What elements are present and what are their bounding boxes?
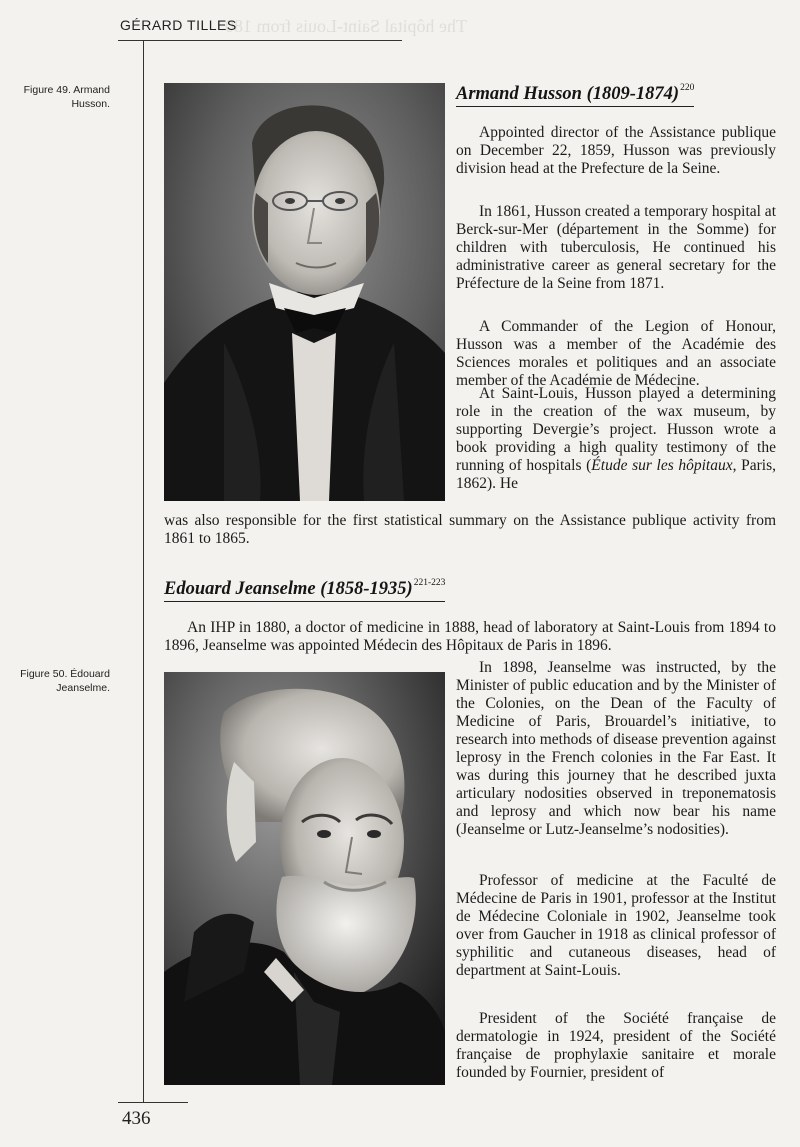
husson-paragraph-4-continued: was also responsible for the first statistical summary on the Assistance publique activity from 1861 to 1865. (164, 512, 776, 547)
jeanselme-heading-rule (164, 601, 445, 602)
husson-paragraph-4 (456, 385, 776, 493)
husson-heading-rule (456, 106, 694, 107)
page-number: 436 (122, 1108, 151, 1129)
husson-book-title: Étude sur les hôpitaux (591, 457, 733, 474)
figure-50-photo (164, 672, 445, 1085)
husson-paragraph-2: In 1861, Husson created a temporary hospital at Berck-sur-Mer (département in the Somme) for children with tuberculosis, He continued his administrative career as general secretary for the Préfecture de la Seine from 1871. (456, 203, 776, 292)
jeanselme-portrait-image (164, 672, 445, 1085)
header-rule (118, 40, 402, 41)
jeanselme-paragraph-3: Professor of medicine at the Faculté de Médecine de Paris in 1901, professor at the Institut de Médecine Coloniale in 1902, Jeanselme took over from Gaucher in 1918 as clinical professor of syphilitic and cutaneous diseases, head of department at Saint-Louis. (456, 872, 776, 979)
jeanselme-paragraph-4: President of the Société française de dermatologie in 1924, president of the Société française de prophylaxie sanitaire et morale founded by Fournier, president of (456, 1010, 776, 1081)
husson-paragraph-4-end: , Paris, 1862). He (456, 457, 777, 492)
jeanselme-heading-ref: 221-223 (413, 578, 446, 588)
husson-paragraph-1: Appointed director of the Assistance publique on December 22, 1859, Husson was previously division head at the Prefecture de la Seine. (456, 124, 776, 177)
husson-heading-text: Armand Husson (1809-1874) (456, 84, 680, 104)
footer-rule (118, 1102, 188, 1103)
husson-paragraph-3: A Commander of the Legion of Honour, Husson was a member of the Académie des Sciences morales et politiques and an associate member of the Académie de Médecine. (456, 318, 776, 389)
jeanselme-heading (164, 578, 445, 600)
running-head: GÉRARD TILLES (120, 17, 237, 33)
husson-paragraph-4-start: At Saint-Louis, Husson played a determining role in the creation of the wax museum, by supporting Devergie’s project. Husson wrote a book providing a high quality testimony of the running of hospitals ( (456, 385, 776, 474)
husson-heading (456, 83, 694, 105)
figure-49-photo (164, 83, 445, 501)
figure-50-caption: Figure 50. Édouard Jeanselme. (20, 668, 110, 694)
margin-rule (143, 40, 144, 1102)
jeanselme-heading-text: Edouard Jeanselme (1858-1935) (164, 579, 413, 599)
jeanselme-paragraph-2: In 1898, Jeanselme was instructed, by the Minister of public education and by the Minister of the Colonies, on the Dean of the Faculty of Medicine of Paris, Brouardel’s initiative, to research into methods of disease prevention against leprosy in the French colonies in the Far East. It was during this journey that he described juxta articulary nodosities observed in treponematosis and leprosy and which now bear his name (Jeanselme or Lutz-Jeanselme’s nodosities). (456, 659, 776, 838)
husson-heading-ref: 220 (680, 83, 695, 93)
husson-portrait-image (164, 83, 445, 501)
jeanselme-paragraph-1: An IHP in 1880, a doctor of medicine in 1888, head of laboratory at Saint-Louis from 1894 to 1896, Jeanselme was appointed Médecin des Hôpitaux de Paris in 1896. (164, 619, 776, 654)
figure-49-caption: Figure 49. Armand Husson. (23, 84, 110, 110)
show-through-text: The hôpital Saint-Louis from 180 (225, 16, 467, 36)
